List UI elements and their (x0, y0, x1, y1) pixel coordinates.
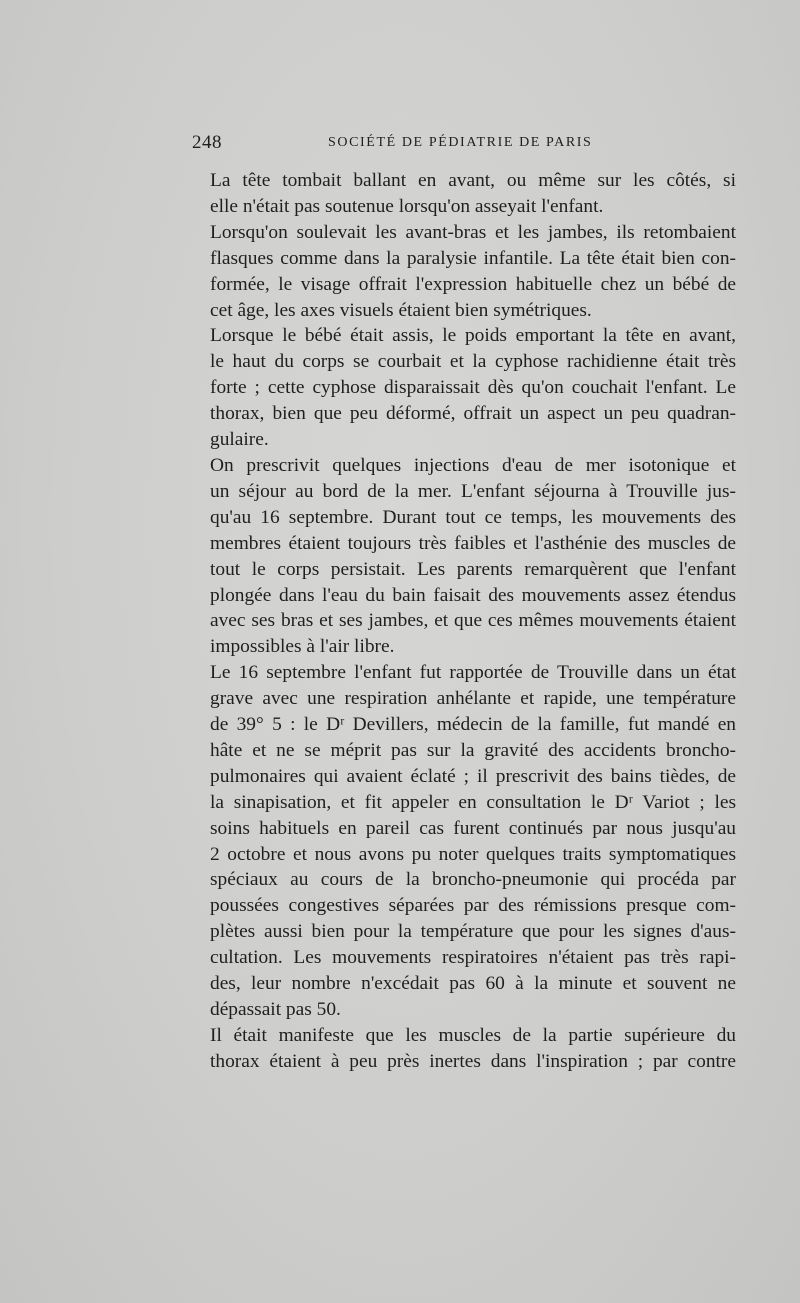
text-line: Il était manifeste que les muscles de la partie supérieure du (210, 1024, 736, 1046)
text-line: grave avec une respiration anhélante et rapide, une température (210, 688, 736, 710)
paragraph (174, 1023, 736, 1075)
text-line: un séjour au bord de la mer. L'enfant séjourna à Trouville jus- (210, 480, 736, 502)
text-line: dépassait pas 50. (210, 999, 341, 1020)
text-line: forte ; cette cyphose disparaissait dès qu'on couchait l'enfant. Le (210, 377, 736, 399)
text-line: plètes aussi bien pour la température que pour les signes d'aus- (210, 921, 736, 943)
text-line: membres étaient toujours très faibles et l'asthénie des muscles de (210, 532, 736, 554)
text-line: le haut du corps se courbait et la cyphose rachidienne était très (210, 351, 736, 373)
text-line: 2 octobre et nous avons pu noter quelques traits symptomatiques (210, 843, 736, 865)
text-line: On prescrivit quelques injections d'eau de mer isotonique et (210, 454, 736, 476)
text-line: La tête tombait ballant en avant, ou même sur les côtés, si (210, 170, 736, 191)
text-line: de 39° 5 : le Dʳ Devillers, médecin de la famille, fut mandé en (210, 714, 736, 736)
text-line: cet âge, les axes visuels étaient bien symétriques. (210, 299, 592, 321)
paragraph (174, 453, 736, 660)
text-line: qu'au 16 septembre. Durant tout ce temps, les mouvements des (210, 506, 736, 528)
text-line: Lorsque le bébé était assis, le poids emportant la tête en avant, (210, 325, 736, 347)
text-line: elle n'était pas soutenue lorsqu'on asseyait l'enfant. (210, 195, 604, 217)
text-line: tout le corps persistait. Les parents remarquèrent que l'enfant (210, 558, 736, 580)
text-line: spéciaux au cours de la broncho-pneumonie qui procéda par (210, 869, 736, 891)
text-line: formée, le visage offrait l'expression habituelle chez un bébé de (210, 273, 736, 295)
text-line: flasques comme dans la paralysie infantile. La tête était bien con- (210, 247, 736, 269)
text-line: soins habituels en pareil cas furent continués par nous jusqu'au (210, 817, 736, 839)
text-line: impossibles à l'air libre. (210, 636, 395, 658)
text-line: Le 16 septembre l'enfant fut rapportée de Trouville dans un état (210, 662, 736, 684)
paragraph (174, 220, 736, 324)
body-text (174, 168, 736, 1075)
text-line: Lorsqu'on soulevait les avant-bras et les jambes, ils retombaient (210, 221, 736, 243)
text-line: gulaire. (210, 429, 269, 451)
text-line: avec ses bras et ses jambes, et que ces mêmes mouvements étaient (210, 610, 736, 632)
paragraph (174, 660, 736, 1023)
text-line: poussées congestives séparées par des rémissions presque com- (210, 895, 736, 917)
paragraph (174, 323, 736, 453)
page-header (192, 132, 737, 156)
text-line: pulmonaires qui avaient éclaté ; il prescrivit des bains tièdes, de (210, 765, 736, 787)
page-number: 248 (192, 132, 222, 153)
paragraph (174, 168, 736, 220)
text-line: des, leur nombre n'excédait pas 60 à la minute et souvent ne (210, 973, 736, 995)
running-head: SOCIÉTÉ DE PÉDIATRIE DE PARIS (328, 135, 593, 150)
text-line: hâte et ne se méprit pas sur la gravité des accidents broncho- (210, 739, 736, 761)
text-line: la sinapisation, et fit appeler en consultation le Dʳ Variot ; les (210, 791, 736, 813)
text-line: thorax, bien que peu déformé, offrait un aspect un peu quadran- (210, 403, 736, 425)
text-line: plongée dans l'eau du bain faisait des mouvements assez étendus (210, 584, 736, 606)
text-line: cultation. Les mouvements respiratoires n'étaient pas très rapi- (210, 947, 736, 969)
text-line: thorax étaient à peu près inertes dans l'inspiration ; par contre (210, 1050, 736, 1072)
